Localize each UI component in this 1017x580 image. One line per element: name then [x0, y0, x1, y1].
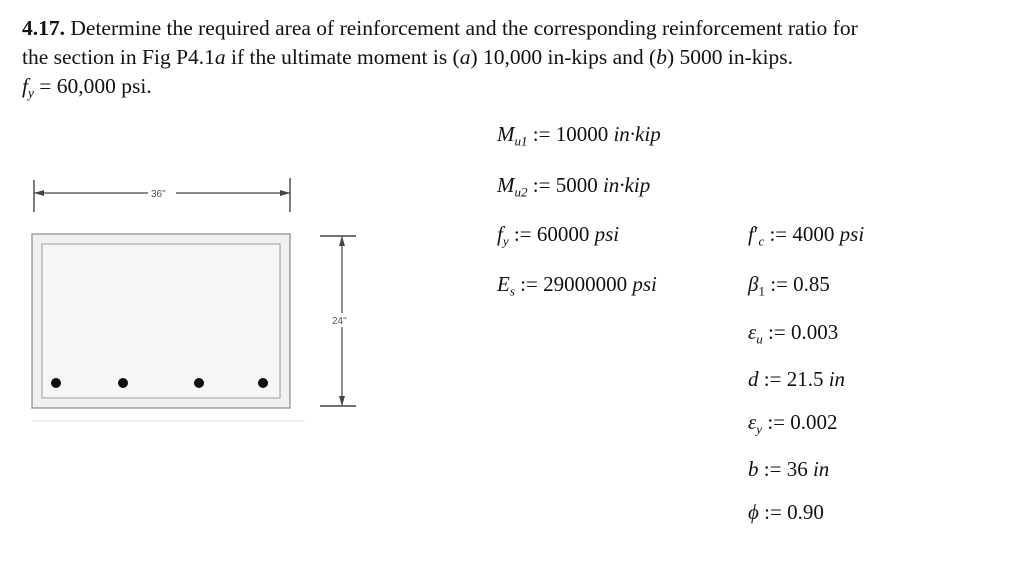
- eq-b: b := 36 in: [748, 457, 830, 481]
- problem-line-2: [22, 43, 1002, 72]
- eq-fc: $f'_c$ := 4000 psi: [748, 222, 865, 249]
- rebar-4: [258, 378, 268, 388]
- eq-epsy: $\varepsilon_y$ := 0.002: [748, 410, 838, 437]
- figure-suffix: a: [214, 45, 226, 69]
- eq-d: d := 21.5 in: [748, 367, 846, 391]
- width-left-arrow: [34, 190, 44, 196]
- fy-subscript: y: [27, 85, 34, 101]
- eq-phi: ϕ := 0.90: [748, 500, 824, 524]
- height-bottom-arrow: [339, 396, 345, 406]
- eq-epsu: $\varepsilon_u$ := 0.003: [748, 320, 839, 347]
- eq-mu2: $M_{u2}$ := 5000 in·kip: [497, 173, 651, 200]
- eq-fy: $f_y$ := 60000 psi: [497, 222, 620, 249]
- part-a-label: a: [459, 45, 471, 69]
- height-label: 24": [332, 316, 347, 327]
- part-b-label: b: [656, 45, 667, 69]
- fy-value: = 60,000 psi.: [33, 74, 152, 98]
- eq-beta1: $\beta_1$ := 0.85: [748, 272, 830, 299]
- problem-text-2c: ) 10,000 in-kips and (: [470, 45, 657, 69]
- problem-number: 4.17.: [22, 16, 65, 40]
- problem-text-2a: the section in Fig P4.1: [22, 45, 215, 69]
- problem-text-2d: ) 5000 in-kips.: [666, 45, 793, 69]
- problem-text-2b: if the ultimate moment is (: [225, 45, 460, 69]
- width-right-arrow: [280, 190, 290, 196]
- eq-mu1: $M_{u1}$ := 10000 in·kip: [497, 122, 661, 149]
- rebar-3: [194, 378, 204, 388]
- rebar-2: [118, 378, 128, 388]
- problem-text-1: Determine the required area of reinforcement and the corresponding reinforcement ratio for: [70, 16, 858, 40]
- height-top-arrow: [339, 236, 345, 246]
- width-label: 36": [151, 189, 166, 200]
- eq-es: $E_s$ := 29000000 psi: [497, 272, 657, 299]
- stirrup-outline: [42, 244, 280, 398]
- problem-statement: [22, 14, 1002, 101]
- rebar-1: [51, 378, 61, 388]
- problem-line-1: [22, 14, 1002, 43]
- beam-section-figure: [20, 168, 365, 438]
- problem-line-3: [22, 72, 1002, 101]
- fy-symbol: f: [22, 74, 28, 98]
